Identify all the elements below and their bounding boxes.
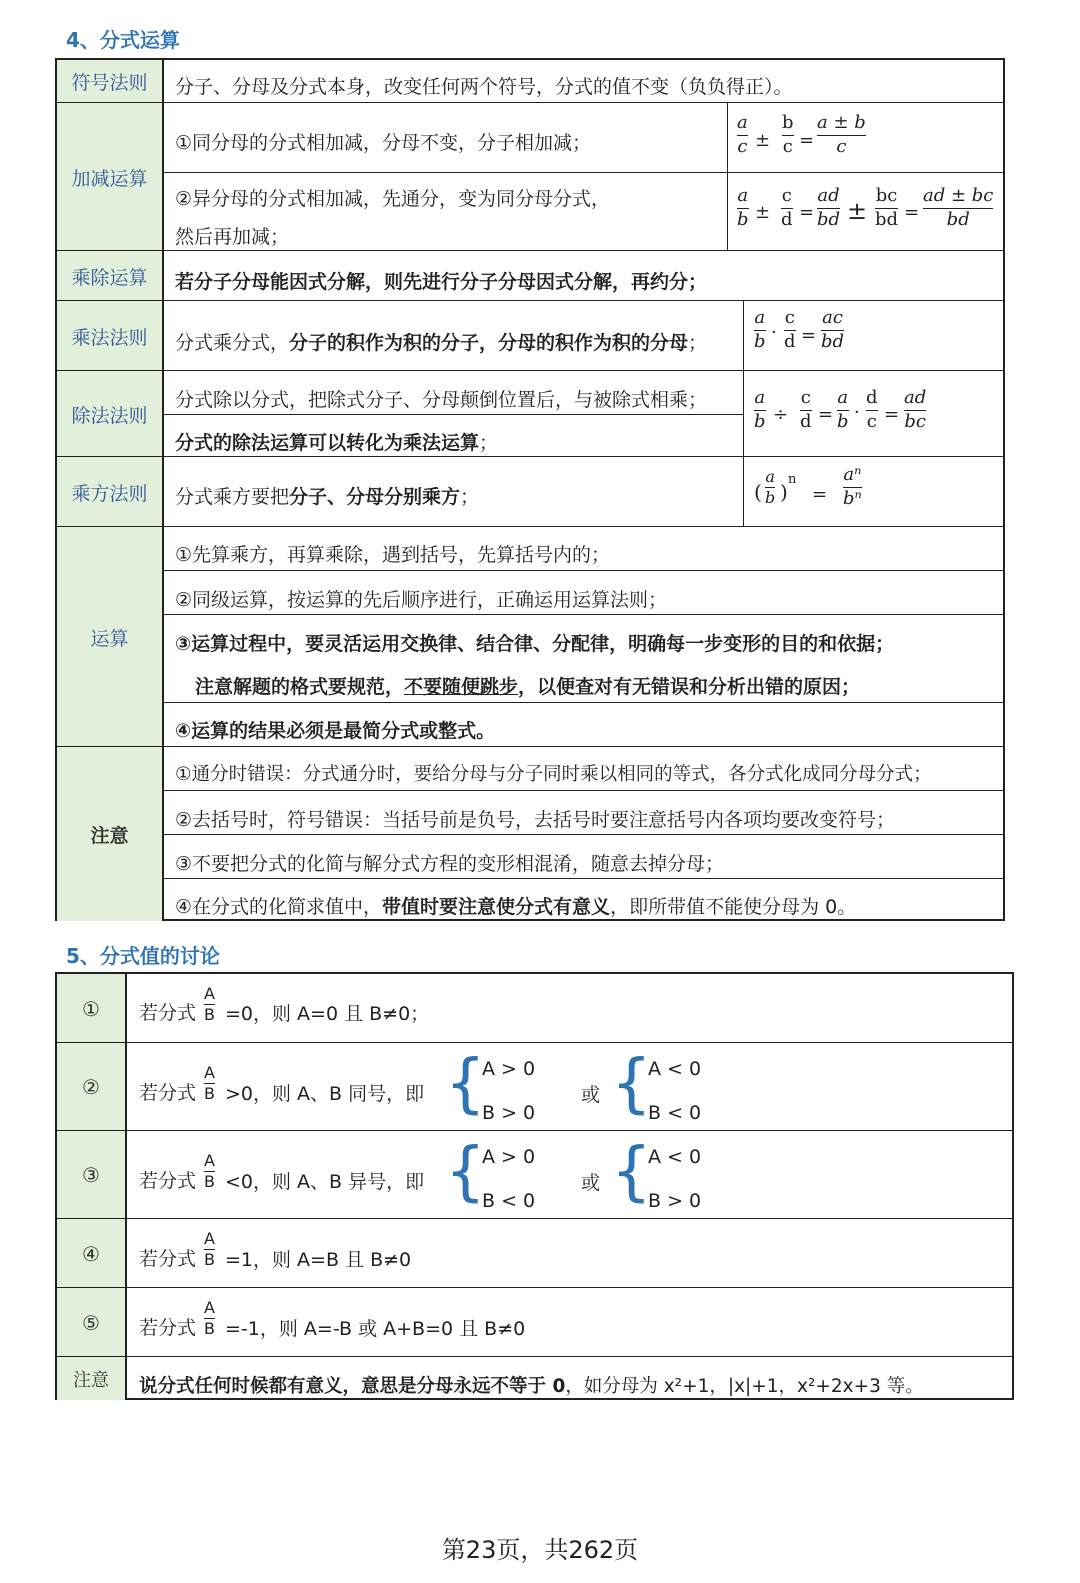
note-line-3: ③不要把分式的化简与解分式方程的变形相混淆，随意去掉分母； <box>175 853 725 875</box>
ops-line-2: ②同级运算，按运算的先后顺序进行，正确运用运算法则； <box>175 589 668 611</box>
pow-rule-text: 分式乘方要把分子、分母分别乘方； <box>175 486 480 508</box>
div-rule-text-1: 分式除以分式，把除式分子、分母颠倒位置后，与被除式相乘； <box>175 389 708 411</box>
label-mul-rule: 乘法法则 <box>57 301 164 371</box>
note-line-2: ②去括号时，符号错误：当括号前是负号，去括号时要注意括号内各项均要改变符号； <box>175 809 896 831</box>
div-rule-text-2: 分式的除法运算可以转化为乘法运算； <box>175 432 499 454</box>
discussion-table: ① ② ③ ④ ⑤ 注意 若分式 A B =0，则 A=0 且 B≠0； 若分式 A B >0，则 A、B 同号，即 { A > 0 B > 0 或 { A < 0 B < 0 若分式 A B <0，则 A、B 异号，即 { A > 0 B < 0 或 { A < 0 B > 0 若分式 A B =1，则 A=B 且 B≠0 若分式 A B =-1，则 A=-B 或 A+B=0 且 B≠0 说分式任何时候都有意义，意思是分母永远不等于 0，如分母为 x²+1，|x|+1，x²+2x+3 等。 <box>55 972 1014 1400</box>
row-num-2: ② <box>57 1043 127 1131</box>
row-num-3: ③ <box>57 1131 127 1219</box>
label-add-sub: 加减运算 <box>57 103 164 251</box>
brace-icon: { <box>611 1047 652 1121</box>
add-diff-denominator-2: 然后再加减； <box>175 226 290 248</box>
add-diff-denominator-1: ②异分母的分式相加减，先通分，变为同分母分式， <box>175 188 611 210</box>
label-notes: 注意 <box>57 747 164 921</box>
note-line-4: ④在分式的化简求值中，带值时要注意使分式有意义，即所带值不能使分母为 0。 <box>175 896 857 918</box>
brace-icon: { <box>445 1135 486 1209</box>
row-num-4: ④ <box>57 1219 127 1288</box>
label-pow-rule: 乘方法则 <box>57 457 164 527</box>
discussion-note: 说分式任何时候都有意义，意思是分母永远不等于 0，如分母为 x²+1，|x|+1，x²+2x+3 等。 <box>139 1376 924 1397</box>
note-line-1: ①通分时错误：分式通分时，要给分母与分子同时乘以相同的等式，各分式化成同分母分式； <box>175 764 932 785</box>
ops-line-3: ③运算过程中，要灵活运用交换律、结合律、分配律，明确每一步变形的目的和依据； <box>175 633 895 655</box>
row-num-5: ⑤ <box>57 1288 127 1357</box>
brace-icon: { <box>611 1135 652 1209</box>
add-same-denominator: ①同分母的分式相加减，分母不变，分子相加减； <box>175 132 592 154</box>
row-note-label: 注意 <box>57 1357 127 1400</box>
ops-line-5: ④运算的结果必须是最简分式或整式。 <box>175 720 496 742</box>
label-sign-rule: 符号法则 <box>57 60 164 103</box>
mul-rule-text: 分式乘分式，分子的积作为积的分子，分母的积作为积的分母； <box>175 332 708 354</box>
label-mul-div: 乘除运算 <box>57 251 164 301</box>
label-div-rule: 除法法则 <box>57 371 164 457</box>
brace-icon: { <box>445 1047 486 1121</box>
mul-div-text: 若分子分母能因式分解，则先进行分子分母因式分解，再约分； <box>175 271 708 293</box>
section5-heading: 5、分式值的讨论 <box>66 944 220 968</box>
section4-heading: 4、分式运算 <box>66 28 180 52</box>
ops-line-1: ①先算乘方，再算乘除，遇到括号，先算括号内的； <box>175 544 611 566</box>
operations-table: 符号法则 加减运算 乘除运算 乘法法则 除法法则 乘方法则 运算 注意 分子、分母及分式本身，改变任何两个符号，分式的值不变（负负得正）。 ①同分母的分式相加减，分母不变，分子相加减； ②异分母的分式相加减，先通分，变为同分母分式， 然后再加减； 若分子分母能因式分解，则先进行分子分母因式分解，再约分； 分式乘分式，分子的积作为积的分子，分母的积作为积的分母； 分式除以分式，把除式分子、分母颠倒位置后，与被除式相乘； 分式的除法运算可以转化为乘法运算； 分式乘方要把分子、分母分别乘方； ①先算乘方，再算乘除，遇到括号，先算括号内的； ②同级运算，按运算的先后顺序进行，正确运用运算法则； ③运算过程中，要灵活运用交换律、结合律、分配律，明确每一步变形的目的和依据； 注意解题的格式要规范，不要随便跳步，以便查对有无错误和分析出错的原因； ④运算的结果必须是最简分式或整式。 ①通分时错误：分式通分时，要给分母与分子同时乘以相同的等式，各分式化成同分母分式； ②去括号时，符号错误：当括号前是负号，去括号时要注意括号内各项均要改变符号； ③不要把分式的化简与解分式方程的变形相混淆，随意去掉分母； ④在分式的化简求值中，带值时要注意使分式有意义，即所带值不能使分母为 0。 a c ± b c = a ± b c a b ± c d = ad bd ± bc bd = ad ± bc bd a b · c d = ac bd a b ÷ c d = a b · d c = ad bc ( a b ) n = aⁿ bⁿ <box>55 58 1005 921</box>
label-operations: 运算 <box>57 527 164 747</box>
sign-rule-text: 分子、分母及分式本身，改变任何两个符号，分式的值不变（负负得正）。 <box>175 76 793 98</box>
ops-line-4: 注意解题的格式要规范，不要随便跳步，以便查对有无错误和分析出错的原因； <box>195 676 861 698</box>
page-footer: 第23页，共262页 <box>441 1536 639 1564</box>
row-num-1: ① <box>57 974 127 1043</box>
